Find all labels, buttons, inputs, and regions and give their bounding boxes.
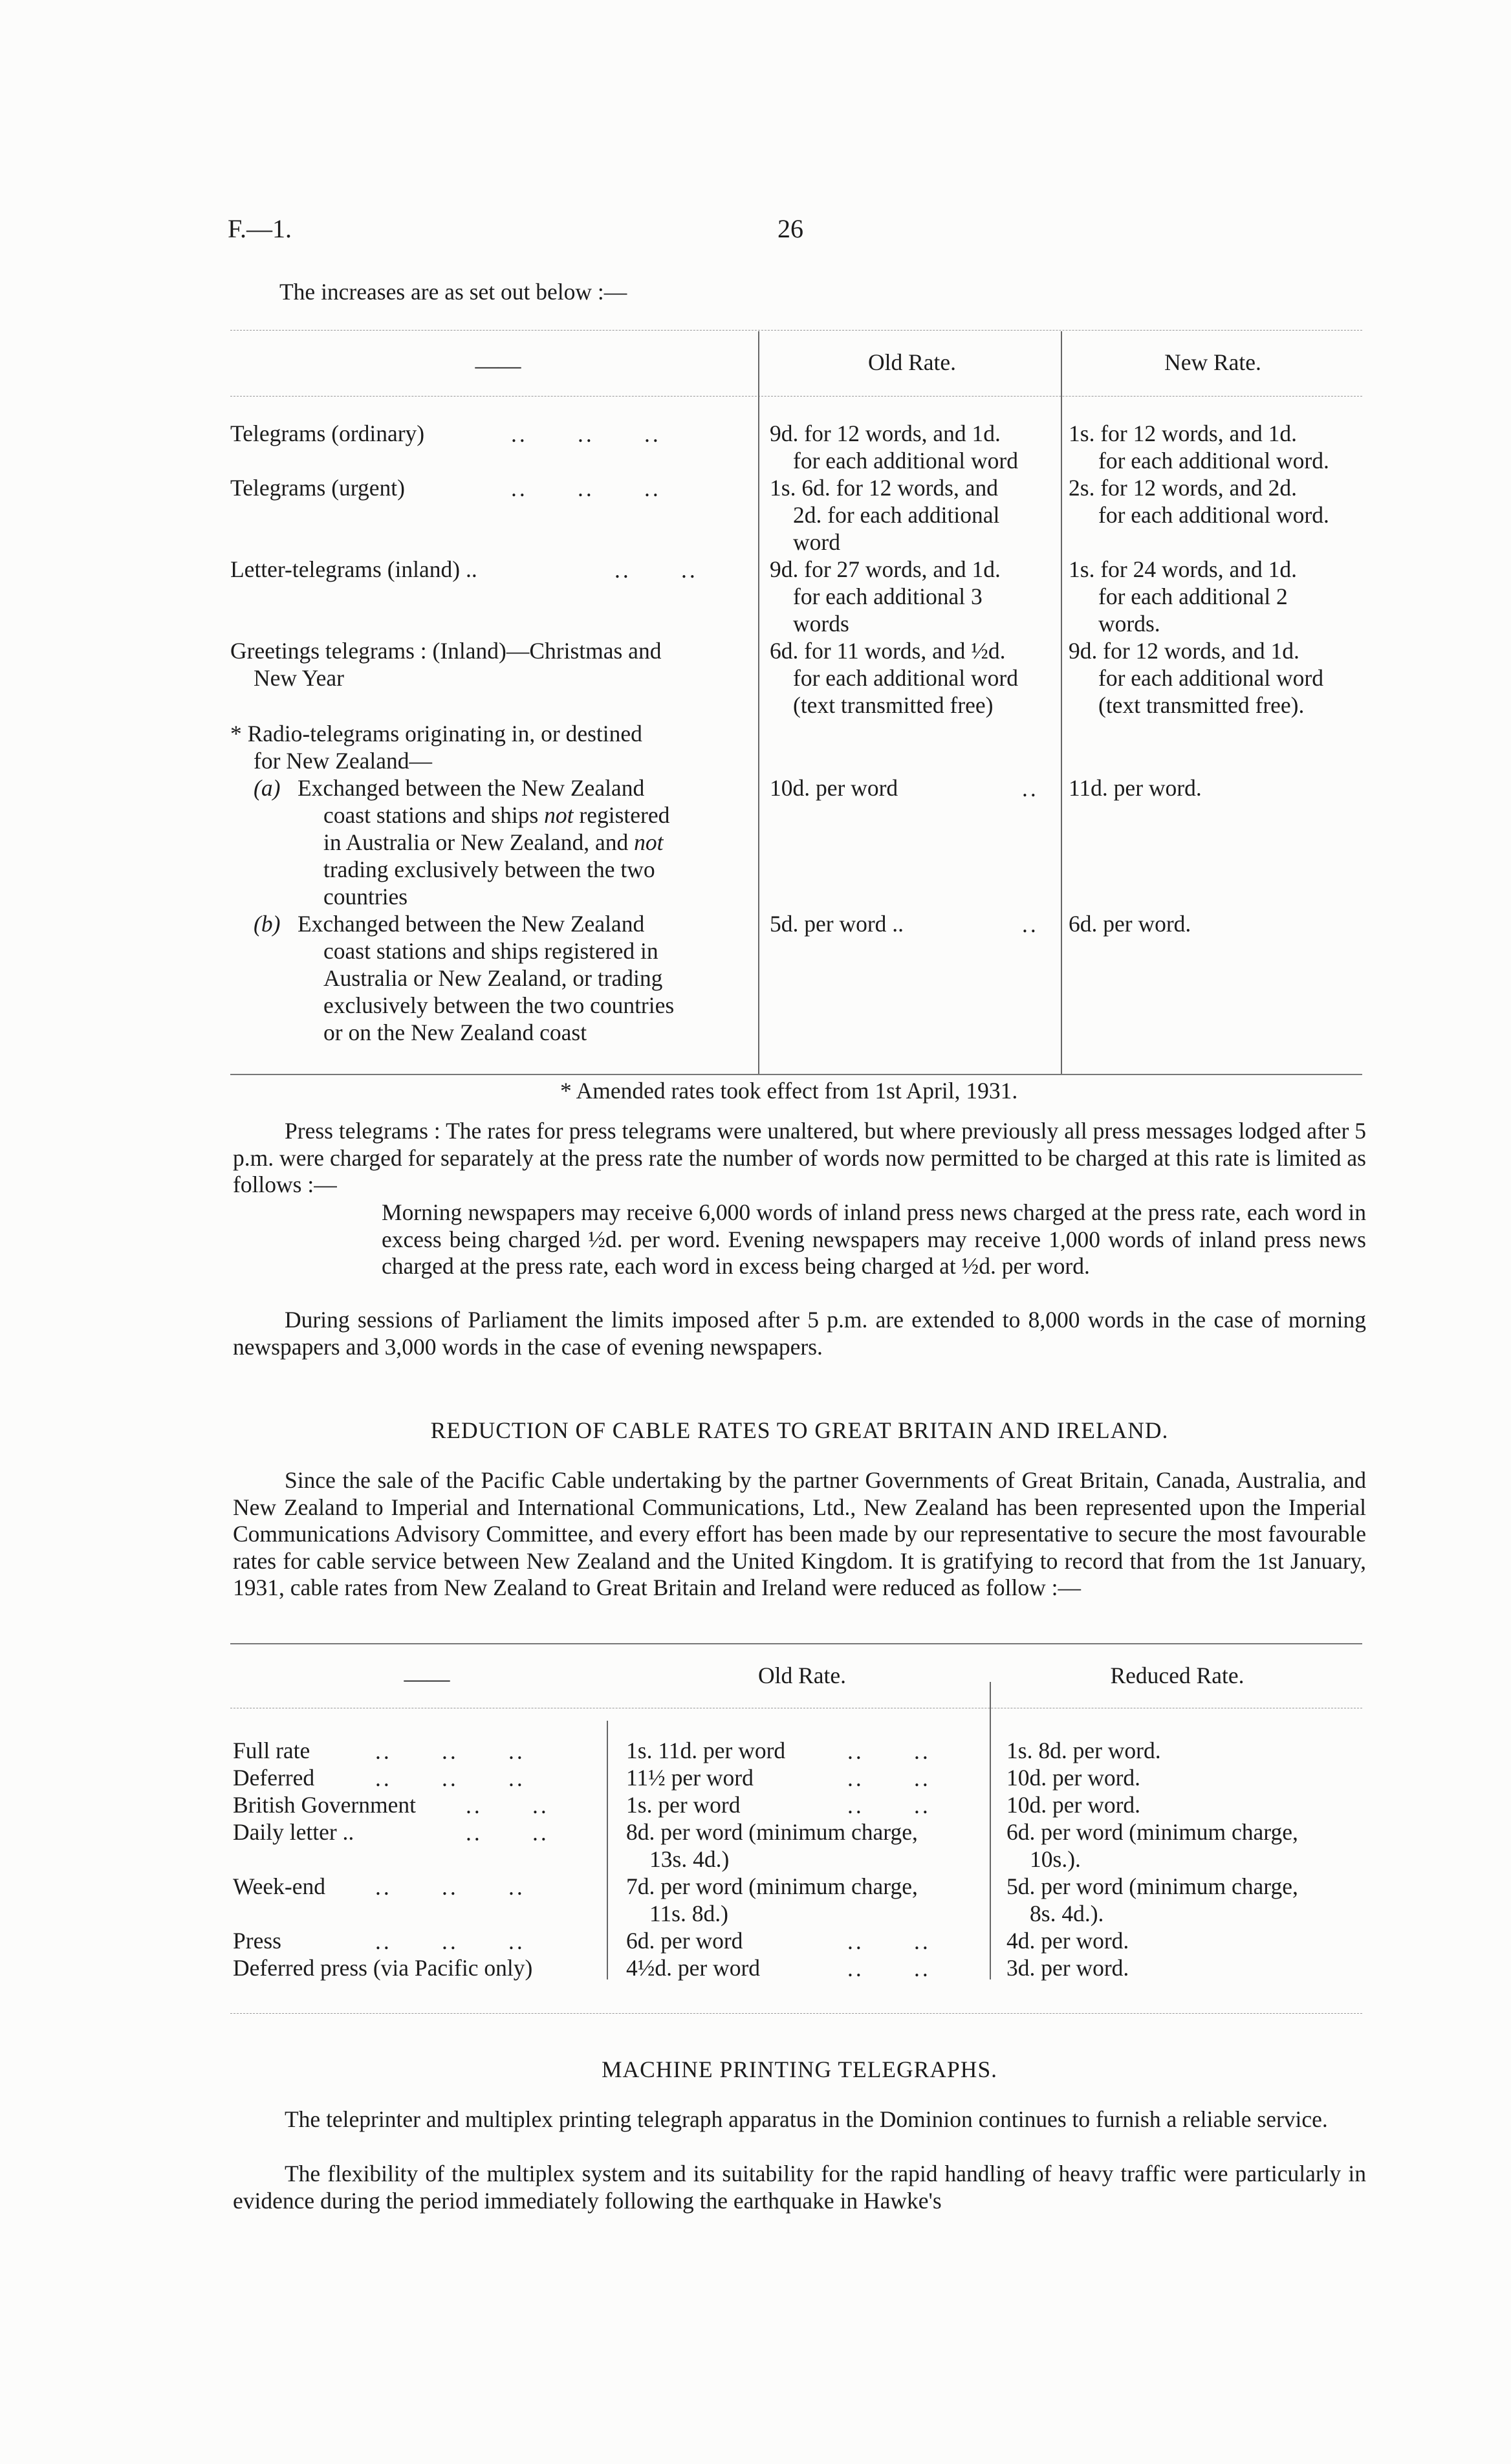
t1-row2-new-a: 2s. for 12 words, and 2d. <box>1069 475 1297 501</box>
t1-row3-old-a: 9d. for 27 words, and 1d. <box>770 556 1001 582</box>
t1-row-b-label-1: Exchanged between the New Zealand <box>298 911 645 937</box>
t1-row1-new-b: for each additional word. <box>1098 448 1329 474</box>
t2-row4-label: Daily letter .. <box>233 1819 354 1845</box>
t1-row1-old-b: for each additional word <box>793 448 1018 474</box>
cable-heading: REDUCTION OF CABLE RATES TO GREAT BRITAIN AND IRELAND. <box>430 1417 1169 1443</box>
t1-row2-old-a: 1s. 6d. for 12 words, and <box>770 475 998 501</box>
t1-row4-label-b: New Year <box>254 665 345 691</box>
t2-row5-label: Week-end <box>233 1873 326 1899</box>
t1-row1-new-a: 1s. for 12 words, and 1d. <box>1069 420 1297 446</box>
table1-footnote: * Amended rates took effect from 1st April, 1931. <box>560 1078 1018 1104</box>
t1-row-b-new: 6d. per word. <box>1069 911 1191 937</box>
t2-row4-old-a: 8d. per word (minimum charge, <box>626 1819 918 1845</box>
t1-row2-old-c: word <box>793 529 840 555</box>
press-para1: Press telegrams : The rates for press telegrams were unaltered, but where previously all press messages lodged after 5 p.m. were charged for separately at the press rate the number of words now permitted to be charged at this rate is limited as follows :— <box>233 1118 1366 1197</box>
t1-row-a-label-5: countries <box>323 884 408 910</box>
t1-row3-old-c: words <box>793 611 849 637</box>
t1-row3-label: Letter-telegrams (inland) .. <box>230 556 477 582</box>
t1-row-b-label-3: Australia or New Zealand, or trading <box>323 965 663 991</box>
t2-row2-old: 11½ per word <box>626 1765 754 1791</box>
t1-row4-new-c: (text transmitted free). <box>1098 692 1305 718</box>
t1-row4-old-c: (text transmitted free) <box>793 692 994 718</box>
section-code: F.—1. <box>228 214 292 243</box>
t2-row7-old: 4½d. per word <box>626 1955 761 1981</box>
intro-text: The increases are as set out below :— <box>279 279 627 305</box>
t1-row-b-label-2: coast stations and ships registered in <box>323 938 658 964</box>
t2-row5-old-a: 7d. per word (minimum charge, <box>626 1873 918 1899</box>
t2-row2-new: 10d. per word. <box>1006 1765 1141 1791</box>
t1-row4-new-b: for each additional word <box>1098 665 1323 691</box>
table1-header-blank: —— <box>475 353 521 378</box>
t2-row6-label: Press <box>233 1928 281 1954</box>
table2-header-blank: —— <box>404 1666 450 1692</box>
t1-row3-old-b: for each additional 3 <box>793 583 983 609</box>
press-para2: Morning newspapers may receive 6,000 words of inland press news charged at the press rate, each word in excess being charged ½d. per word. Evening newspapers may receive 1,000 words of inland press news charged at the press rate, each word in excess being charged at ½d. per word. <box>382 1199 1366 1279</box>
t1-row3-new-c: words. <box>1098 611 1160 637</box>
t1-row-b-label-4: exclusively between the two countries <box>323 992 675 1018</box>
t2-row6-old: 6d. per word <box>626 1928 743 1954</box>
t1-radio-label-b: for New Zealand— <box>254 748 432 774</box>
t1-row-a-label-4: trading exclusively between the two <box>323 856 655 882</box>
t1-row3-new-a: 1s. for 24 words, and 1d. <box>1069 556 1297 582</box>
t2-row2-label: Deferred <box>233 1765 315 1791</box>
t1-row4-old-b: for each additional word <box>793 665 1018 691</box>
t1-row4-label-a: Greetings telegrams : (Inland)—Christmas and <box>230 638 662 664</box>
t1-row-a-old: 10d. per word <box>770 775 898 801</box>
cable-para: Since the sale of the Pacific Cable undertaking by the partner Governments of Great Britain, Canada, Australia, and New Zealand to Imperial and International Communications, Ltd., New Zealand has been represented upon the Imperial Communications Advisory Committee, and every effort has been made by our representative to secure the most favourable rates for cable service between New Zealand and the United Kingdom. It is gratifying to record that from the 1st January, 1931, cable rates from New Zealand to Great Britain and Ireland were reduced as follow :— <box>233 1467 1366 1600</box>
t1-row-a-label-1: Exchanged between the New Zealand <box>298 775 645 801</box>
table2-header-new: Reduced Rate. <box>1110 1663 1245 1688</box>
t1-row-a-label-2: coast stations and ships not registered <box>323 802 670 828</box>
t1-row2-label: Telegrams (urgent) <box>230 475 405 501</box>
table2-header-old: Old Rate. <box>757 1663 847 1688</box>
t2-row5-old-b: 11s. 8d.) <box>649 1901 728 1926</box>
press-para3: During sessions of Parliament the limits imposed after 5 p.m. are extended to 8,000 words in the case of morning newspapers and 3,000 words in the case of evening newspapers. <box>233 1307 1366 1360</box>
t1-row-a-new: 11d. per word. <box>1069 775 1202 801</box>
machine-heading: MACHINE PRINTING TELEGRAPHS. <box>601 2056 998 2082</box>
machine-para2: The flexibility of the multiplex system and its suitability for the rapid handling of heavy traffic were particularly in evidence during the period immediately following the earthquake in Hawke's <box>233 2161 1366 2214</box>
t1-row1-old-a: 9d. for 12 words, and 1d. <box>770 420 1001 446</box>
t2-row4-old-b: 13s. 4d.) <box>649 1846 730 1872</box>
t1-row4-new-a: 9d. for 12 words, and 1d. <box>1069 638 1299 664</box>
t1-row-b-old: 5d. per word .. <box>770 911 904 937</box>
t1-row-b-prefix: (b) <box>254 911 281 937</box>
t2-row7-label: Deferred press (via Pacific only) <box>233 1955 533 1981</box>
t1-row2-old-b: 2d. for each additional <box>793 502 1000 528</box>
page-number: 26 <box>777 214 803 243</box>
t2-row1-old: 1s. 11d. per word <box>626 1738 786 1763</box>
t2-row3-label: British Government <box>233 1792 416 1818</box>
t2-row5-new-b: 8s. 4d.). <box>1030 1901 1104 1926</box>
machine-para1: The teleprinter and multiplex printing telegraph apparatus in the Dominion continues to furnish a reliable service. <box>285 2106 1328 2132</box>
table1-header-new: New Rate. <box>1164 349 1261 375</box>
t1-radio-label-a: * Radio-telegrams originating in, or destined <box>230 721 642 747</box>
t2-row4-new-a: 6d. per word (minimum charge, <box>1006 1819 1298 1845</box>
t1-row2-new-b: for each additional word. <box>1098 502 1329 528</box>
t2-row3-old: 1s. per word <box>626 1792 741 1818</box>
t1-row3-new-b: for each additional 2 <box>1098 583 1288 609</box>
t1-row-a-prefix: (a) <box>254 775 281 801</box>
t2-row3-new: 10d. per word. <box>1006 1792 1141 1818</box>
t2-row7-new: 3d. per word. <box>1006 1955 1129 1981</box>
t2-row6-new: 4d. per word. <box>1006 1928 1129 1954</box>
t1-row-b-label-5: or on the New Zealand coast <box>323 1019 587 1045</box>
table1-header-old: Old Rate. <box>867 349 957 375</box>
t1-row4-old-a: 6d. for 11 words, and ½d. <box>770 638 1006 664</box>
t2-row5-new-a: 5d. per word (minimum charge, <box>1006 1873 1298 1899</box>
t1-row-a-label-3: in Australia or New Zealand, and not <box>323 829 664 855</box>
t2-row4-new-b: 10s.). <box>1030 1846 1081 1872</box>
t2-row1-new: 1s. 8d. per word. <box>1006 1738 1161 1763</box>
t1-row1-label: Telegrams (ordinary) <box>230 420 425 446</box>
t2-row1-label: Full rate <box>233 1738 310 1763</box>
